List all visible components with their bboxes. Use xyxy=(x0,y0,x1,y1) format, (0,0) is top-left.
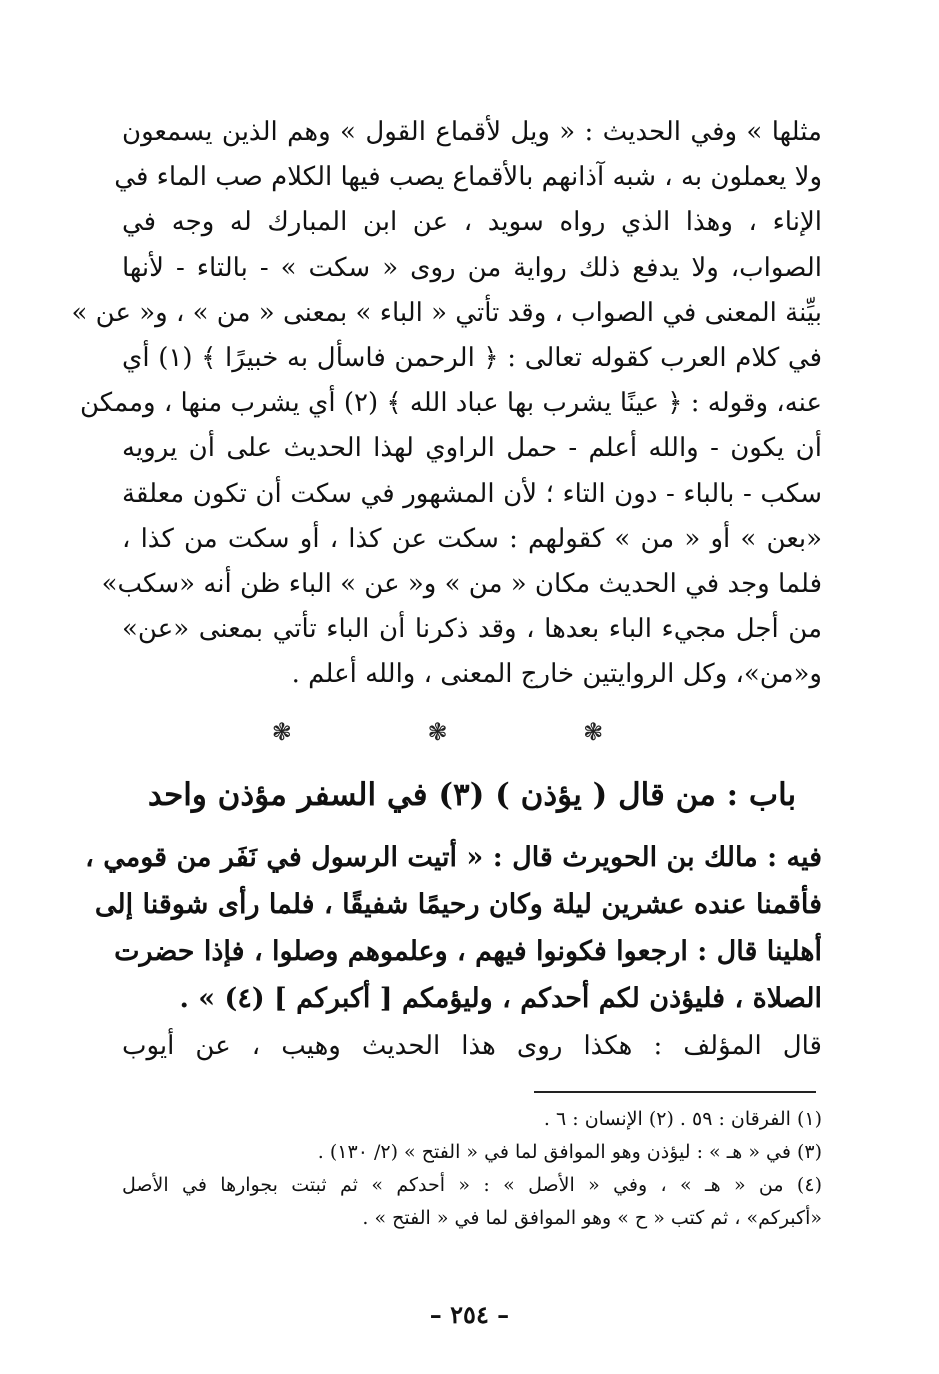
hadith-line: فأقمنا عنده عشرين ليلة وكان رحيمًا شفيقًا ، فلما رأى شوقنا إلى xyxy=(94,889,822,920)
page-number-text: – ٢٥٤ – xyxy=(429,1300,510,1329)
footnotes xyxy=(122,1103,822,1235)
hadith-line: أهلينا قال : ارجعوا فكونوا فيهم ، وعلموهم وصلوا ، فإذا حضرت xyxy=(114,936,822,967)
footnote-divider xyxy=(534,1091,816,1093)
hadith-paragraph xyxy=(85,834,822,1022)
text-line: و«من»، وكل الروايتين خارج المعنى ، والله أعلم . xyxy=(291,659,822,690)
page-number xyxy=(0,1300,939,1329)
section-separator: ❃ ❃ ❃ xyxy=(271,718,668,746)
hadith-line: فيه : مالك بن الحويرث قال : « أتيت الرسول في نَفَر من قومي ، xyxy=(85,842,822,873)
hadith-line: الصلاة ، فليؤذن لكم أحدكم ، وليؤمكم [ أكبركم ] (٤) » . xyxy=(179,983,822,1014)
text-line: «بعن » أو « من » كقولهم : سكت عن كذا ، أو سكت من كذا ، xyxy=(122,523,822,554)
footnote: (١) الفرقان : ٥٩ . (٢) الإنسان : ٦ . xyxy=(543,1108,822,1130)
text-line: في كلام العرب كقوله تعالى : ﴿ الرحمن فاسأل به خبيرًا ﴾ (١) أي xyxy=(122,342,823,373)
footnote: (٤) من « هـ » ، وفي « الأصل » : « أحدكم » ثم ثبتت بجوارها في الأصل xyxy=(122,1174,822,1196)
text-line: سكب - بالباء - دون التاء ؛ لأن المشهور في سكت أن تكون معلقة xyxy=(122,478,822,509)
text-line: عنه، وقوله : ﴿ عينًا يشرب بها عباد الله ﴾ (٢) أي يشرب منها ، وممكن xyxy=(79,388,822,419)
text-line: من أجل مجيء الباء بعدها ، وقد ذكرنا أن الباء تأتي بمعنى «عن» xyxy=(122,614,822,645)
text-line: بيِّنة المعنى في الصواب ، وقد تأتي « الباء » بمعنى « من » ، و« عن » xyxy=(71,297,822,328)
chapter-title: باب : من قال ( يؤذن ) (٣) في السفر مؤذن واحد xyxy=(147,777,797,813)
text-line: فلما وجد في الحديث مكان « من » و« عن » الباء ظن أنه «سكب» xyxy=(101,568,822,599)
text-line: قال المؤلف : هكذا روى هذا الحديث وهيب ، عن أيوب xyxy=(122,1031,822,1061)
footnote: «أكبركم» ، ثم كتب « ح » وهو الموافق لما في « الفتح » . xyxy=(362,1207,822,1229)
text-line: الإناء ، وهذا الذي رواه سويد ، عن ابن المبارك له وجه في xyxy=(122,207,822,238)
text-line: الصواب، ولا يدفع ذلك رواية من روى « سكت » - بالتاء - لأنها xyxy=(122,252,822,283)
footnote: (٣) في « هـ » : ليؤذن وهو الموافق لما في « الفتح » (٢/ ١٣٠) . xyxy=(317,1141,822,1163)
text-line: مثلها » وفي الحديث : « ويل لأقماع القول » وهم الذين يسمعون xyxy=(122,117,822,147)
author-comment xyxy=(122,1024,822,1069)
text-line: ولا يعملون به ، شبه آذانهم بالأقماع يصب فيها الكلام صب الماء في xyxy=(114,162,822,193)
text-line: أن يكون - والله أعلم - حمل الراوي لهذا الحديث على أن يرويه xyxy=(122,433,822,464)
body-paragraph xyxy=(71,110,823,697)
